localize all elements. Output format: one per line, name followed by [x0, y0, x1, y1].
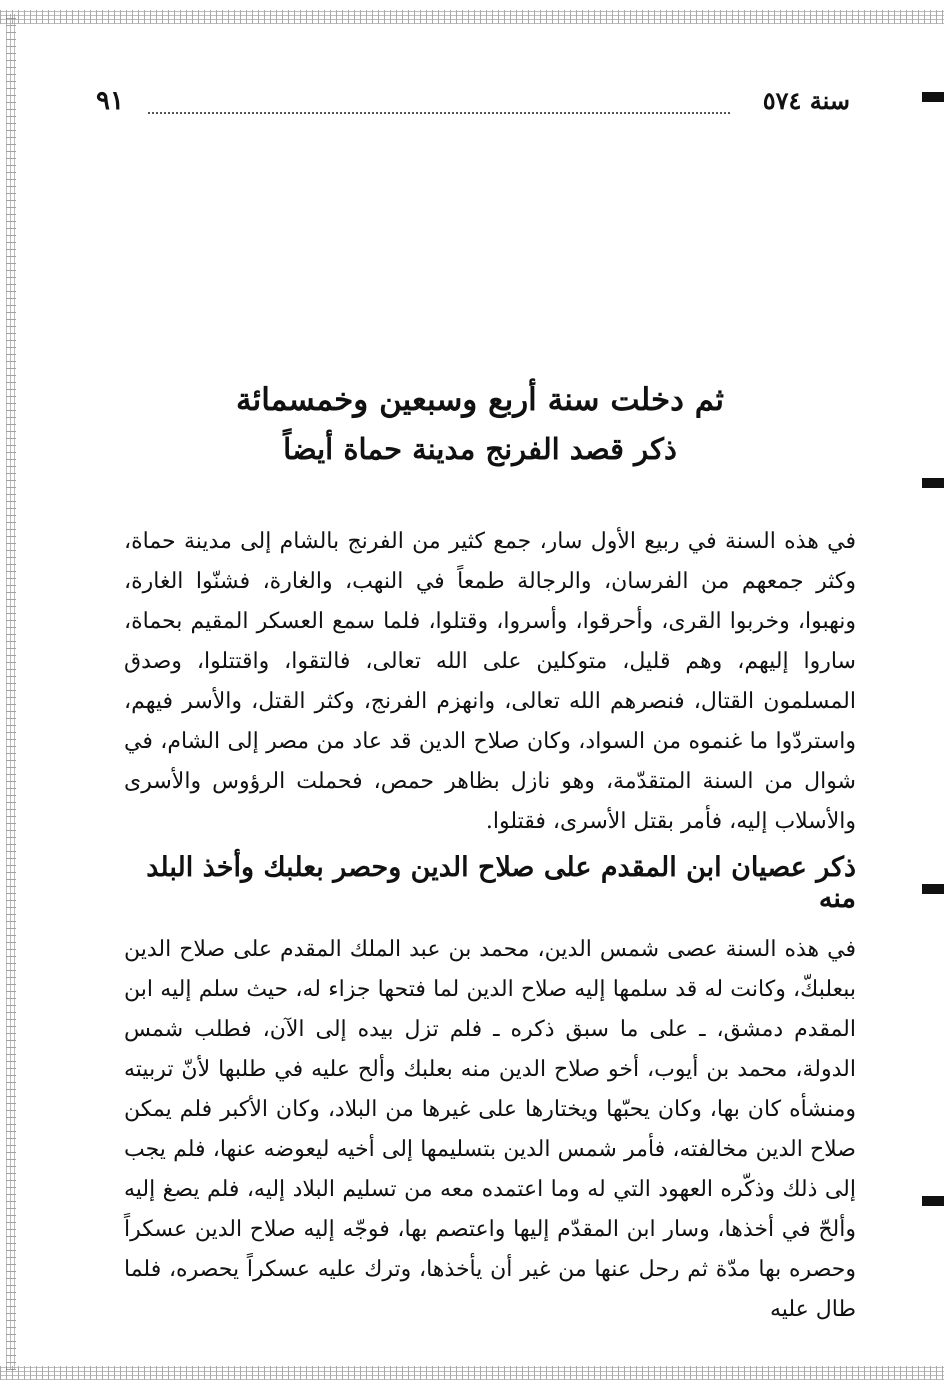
- page-header: [96, 86, 850, 122]
- section-title-baalbek: ذكر عصيان ابن المقدم على صلاح الدين وحصر بعلبك وأخذ البلد منه: [146, 852, 856, 914]
- paragraph-baalbek: في هذه السنة عصى شمس الدين، محمد بن عبد الملك المقدم على صلاح الدين ببعلبكّ، وكانت له قد سلمها إليه صلاح الدين لما فتحها جزاء له، حيث سلم إليه ابن المقدم دمشق، ـ على ما سبق ذكره ـ فلم تزل بيده إلى الآن، فطلب شمس الدولة، محمد بن أيوب، أخو صلاح الدين منه بعلبك وألح عليه في طلبها لأنّ تربيته ومنشأه كان بها، وكان يحبّها ويختارها على غيرها من البلاد، وكان الأكبر فلم يمكن صلاح الدين مخالفته، فأمر شمس الدين بتسليمها إلى أخيه ليعوضه عنها، فلم يجب إلى ذلك وذكّره العهود التي له وما اعتمده معه من تسليم البلاد إليه، فلم يصغ إليه وألحّ في أخذها، وسار ابن المقدّم إليها واعتصم بها، فوجّه إليه صلاح الدين عسكراً وحصره بها مدّة ثم رحل عنها من غير أن يأخذها، وترك عليه عسكراً يحصره، فلما طال عليه: [124, 937, 856, 1322]
- edge-mark: [922, 478, 944, 488]
- edge-mark: [922, 884, 944, 894]
- decorative-border-left: [6, 14, 16, 1370]
- chapter-heading: ثم دخلت سنة أربع وسبعين وخمسمائة: [235, 382, 725, 418]
- running-head: سنة ٥٧٤: [762, 86, 850, 115]
- edge-mark: [922, 92, 944, 102]
- section-title-hama: ذكر قصد الفرنج مدينة حماة أيضاً: [283, 432, 677, 466]
- decorative-border-bottom: [0, 1366, 944, 1380]
- header-dot-leader: [148, 112, 730, 114]
- paragraph-hama: في هذه السنة في ربيع الأول سار، جمع كثير من الفرنج بالشام إلى مدينة حماة، وكثر جمعهم من الفرسان، والرجالة طمعاً في النهب، والغارة، فشنّوا الغارة، ونهبوا، وخربوا القرى، وأحرقوا، وأسروا، وقتلوا، فلما سمع العسكر المقيم بحماة، ساروا إليهم، وهم قليل، متوكلين على الله تعالى، فالتقوا، واقتتلوا، وصدق المسلمون القتال، فنصرهم الله تعالى، وانهزم الفرنج، وكثر القتل، والأسر فيهم، واستردّوا ما غنموه من السواد، وكان صلاح الدين قد عاد من مصر إلى الشام، في شوال من السنة المتقدّمة، وهو نازل بظاهر حمص، فحملت الرؤوس والأسرى والأسلاب إليه، فأمر بقتل الأسرى، فقتلوا.: [124, 529, 856, 834]
- edge-mark: [922, 1196, 944, 1206]
- decorative-border-top: [0, 10, 944, 24]
- page-number: ٩١: [96, 86, 124, 116]
